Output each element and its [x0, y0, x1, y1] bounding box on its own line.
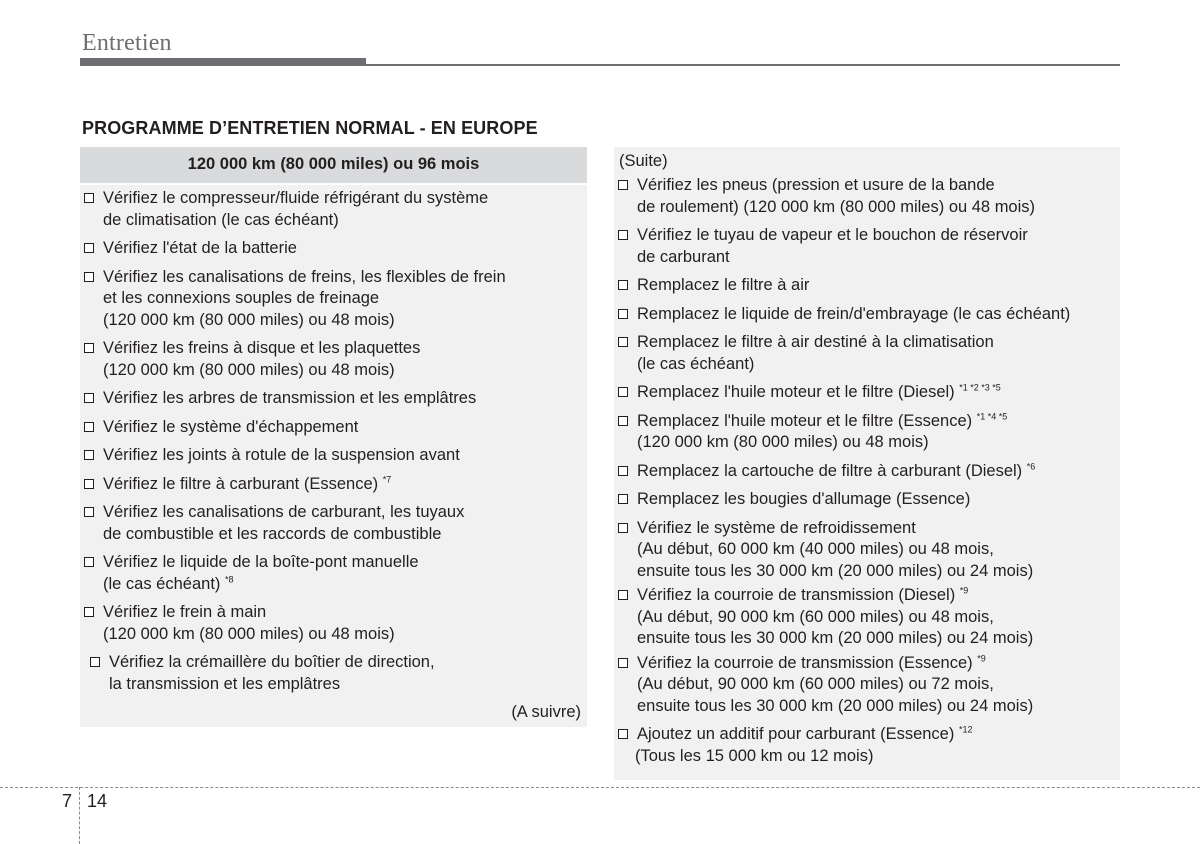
checkbox-icon [618, 337, 628, 347]
checkbox-icon [84, 607, 94, 617]
list-item: Vérifiez le système d'échappement [84, 417, 581, 439]
checkbox-icon [618, 466, 628, 476]
checkbox-icon [84, 193, 94, 203]
footnote-ref: *9 [959, 585, 969, 596]
checkbox-icon [618, 230, 628, 240]
list-item: Vérifiez le frein à main (120 000 km (80 000 miles) ou 48 mois) [84, 602, 581, 645]
continued-from-note: (Suite) [619, 152, 668, 170]
footnote-ref: *1 *4 *5 [976, 411, 1008, 421]
left-checklist [80, 185, 587, 695]
checkbox-icon [618, 590, 628, 600]
footnote-ref: *1 *2 *3 *5 [959, 382, 1001, 393]
list-item: Vérifiez les pneus (pression et usure de la bande de roulement) (120 000 km (80 000 miles) ou 48 mois) [618, 175, 1116, 218]
right-checklist [614, 175, 1120, 767]
maintenance-box-right [614, 147, 1120, 780]
interval-title: 120 000 km (80 000 miles) ou 96 mois [80, 147, 587, 185]
footnote-ref: *9 [977, 653, 986, 663]
checkbox-icon [84, 557, 94, 567]
checkbox-icon [84, 393, 94, 403]
chapter-number: 7 [62, 791, 73, 811]
list-item: Vérifiez la courroie de transmission (Essence) $^{*9}$ (Au début, 90 000 km (60 000 miles) ou 72 mois, ensuite tous les 30 000 km (20 000 miles) ou 24 mois) [618, 653, 1116, 718]
checkbox-icon [618, 729, 628, 739]
list-item: Vérifiez les canalisations de freins, les flexibles de frein et les connexions souples de freinage (120 000 km (80 000 miles) ou 48 mois) [84, 267, 581, 332]
maintenance-box-left [80, 147, 587, 727]
checkbox-icon [84, 343, 94, 353]
list-item: Vérifiez le filtre à carburant (Essence) $^{*7}$ [84, 474, 581, 496]
checkbox-icon [618, 387, 628, 397]
footnote-ref: *8 [224, 574, 234, 584]
checkbox-icon [618, 180, 628, 190]
page-number: 14 [87, 791, 108, 811]
list-item: Vérifiez la crémaillère du boîtier de direction, la transmission et les emplâtres [90, 652, 581, 695]
checkbox-icon [618, 658, 628, 668]
footnote-ref: *12 [958, 724, 973, 735]
header-rule-thin [366, 64, 1120, 66]
checkbox-icon [84, 422, 94, 432]
page-heading: PROGRAMME D’ENTRETIEN NORMAL - EN EUROPE [82, 118, 538, 138]
continued-note: (A suivre) [511, 702, 581, 721]
checkbox-icon [90, 657, 100, 667]
list-item: Vérifiez le système de refroidissement (Au début, 60 000 km (40 000 miles) ou 48 mois, ensuite tous les 30 000 km (20 000 miles) ou 24 mois) [618, 518, 1116, 583]
checkbox-icon [618, 309, 628, 319]
list-item: Vérifiez l'état de la batterie [84, 238, 581, 260]
checkbox-icon [84, 243, 94, 253]
checkbox-icon [84, 272, 94, 282]
checkbox-icon [618, 523, 628, 533]
list-item: Ajoutez un additif pour carburant (Essence) $^{*12}$ (Tous les 15 000 km ou 12 mois) [618, 724, 1116, 767]
footnote-ref: *6 [1026, 461, 1036, 471]
checkbox-icon [84, 450, 94, 460]
footer-divider-vertical [79, 787, 80, 844]
list-item: Vérifiez le tuyau de vapeur et le bouchon de réservoir de carburant [618, 225, 1116, 268]
list-item: Remplacez l'huile moteur et le filtre (Diesel) $^{*1 *2 *3 *5}$ [618, 382, 1116, 404]
checkbox-icon [618, 494, 628, 504]
list-item: Remplacez les bougies d'allumage (Essence) [618, 489, 1116, 511]
checkbox-icon [84, 507, 94, 517]
list-item: Remplacez le filtre à air [618, 275, 1116, 297]
list-item: Remplacez l'huile moteur et le filtre (Essence) $^{*1 *4 *5}$ (120 000 km (80 000 miles) ou 48 mois) [618, 411, 1116, 454]
list-item: Vérifiez les canalisations de carburant, les tuyaux de combustible et les raccords de combustible [84, 502, 581, 545]
list-item: Vérifiez la courroie de transmission (Diesel) $^{*9}$ (Au début, 90 000 km (60 000 miles) ou 48 mois, ensuite tous les 30 000 km (20 000 miles) ou 24 mois) [618, 585, 1116, 650]
list-item: Remplacez le filtre à air destiné à la climatisation (le cas échéant) [618, 332, 1116, 375]
footer-divider [0, 787, 1200, 788]
list-item: Vérifiez les freins à disque et les plaquettes (120 000 km (80 000 miles) ou 48 mois) [84, 338, 581, 381]
list-item: Vérifiez les arbres de transmission et les emplâtres [84, 388, 581, 410]
header-rule-thick [80, 58, 366, 66]
list-item: Vérifiez les joints à rotule de la suspension avant [84, 445, 581, 467]
list-item: Vérifiez le liquide de la boîte-pont manuelle (le cas échéant) $^{*8}$ [84, 552, 581, 595]
list-item: Remplacez la cartouche de filtre à carburant (Diesel) $^{*6}$ [618, 461, 1116, 483]
checkbox-icon [618, 280, 628, 290]
section-title: Entretien [82, 30, 172, 56]
list-item: Vérifiez le compresseur/fluide réfrigérant du système de climatisation (le cas échéant) [84, 188, 581, 231]
list-item: Remplacez le liquide de frein/d'embrayage (le cas échéant) [618, 304, 1116, 326]
footnote-ref: *7 [382, 474, 392, 484]
checkbox-icon [618, 416, 628, 426]
checkbox-icon [84, 479, 94, 489]
